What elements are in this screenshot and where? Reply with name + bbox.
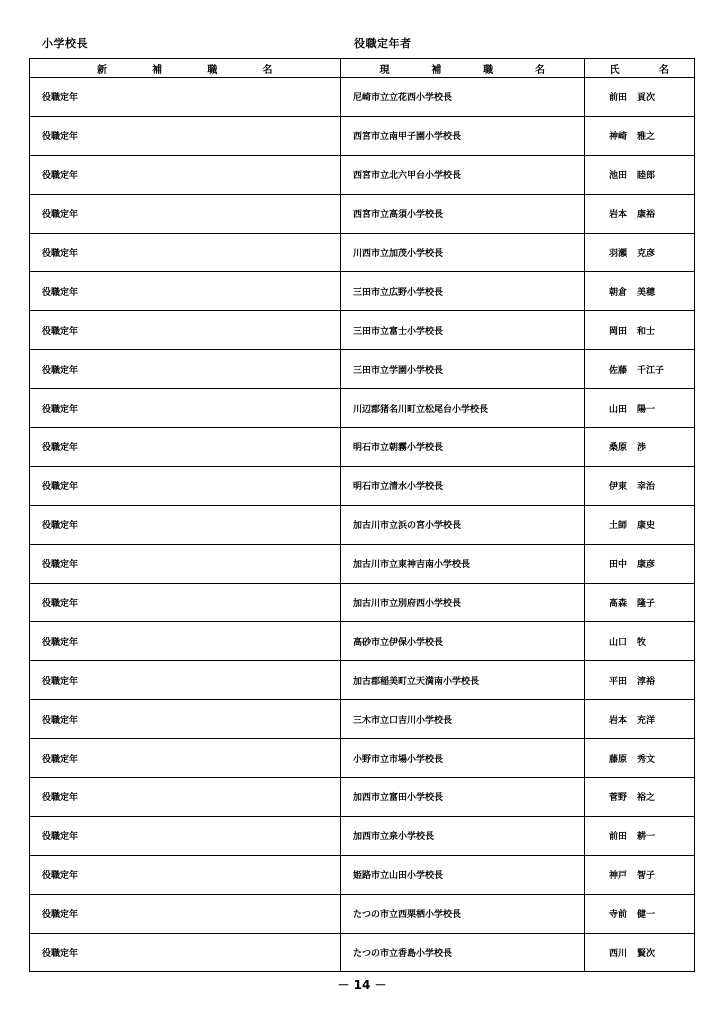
family-name: 池田 xyxy=(609,171,628,182)
current-post-cell: 川西市立加茂小学校長 xyxy=(341,233,585,272)
table-row xyxy=(30,816,695,855)
new-post-cell: 役職定年 xyxy=(30,311,341,350)
header-new-post xyxy=(30,59,341,78)
name-cell xyxy=(585,544,695,583)
new-post-cell: 役職定年 xyxy=(30,544,341,583)
person-name xyxy=(609,907,655,920)
current-post-cell: 加古川市立別府西小学校長 xyxy=(341,583,585,622)
family-name: 髙森 xyxy=(609,599,628,610)
right-heading: 役職定年者 xyxy=(354,37,412,50)
current-post-cell: 西宮市立北六甲台小学校長 xyxy=(341,155,585,194)
given-name: 幸治 xyxy=(637,482,656,493)
new-post-cell: 役職定年 xyxy=(30,272,341,311)
new-post-cell: 役職定年 xyxy=(30,622,341,661)
header-name xyxy=(585,59,695,78)
family-name: 神崎 xyxy=(609,132,628,143)
person-name xyxy=(609,596,655,609)
family-name: 神戸 xyxy=(609,871,628,882)
table-row xyxy=(30,505,695,544)
name-cell xyxy=(585,583,695,622)
given-name: 賢次 xyxy=(637,949,656,960)
family-name: 寺前 xyxy=(609,910,628,921)
family-name: 山口 xyxy=(609,637,628,648)
name-cell xyxy=(585,155,695,194)
person-name xyxy=(609,324,655,337)
name-cell xyxy=(585,350,695,389)
table-header-row xyxy=(30,59,695,78)
table-row xyxy=(30,311,695,350)
current-post-cell: 加古川市立浜の宮小学校長 xyxy=(341,505,585,544)
family-name: 岡田 xyxy=(609,326,628,337)
new-post-cell: 役職定年 xyxy=(30,816,341,855)
name-cell xyxy=(585,116,695,155)
family-name: 佐藤 xyxy=(609,365,628,376)
new-post-cell: 役職定年 xyxy=(30,155,341,194)
header-char: 補 xyxy=(152,64,163,76)
new-post-cell: 役職定年 xyxy=(30,894,341,933)
current-post-cell: 加西市立富田小学校長 xyxy=(341,778,585,817)
person-name xyxy=(609,363,664,376)
header-current-post xyxy=(341,59,585,78)
table-row xyxy=(30,622,695,661)
family-name: 平田 xyxy=(609,676,628,687)
family-name: 田中 xyxy=(609,560,628,571)
given-name: 牧 xyxy=(637,637,647,648)
table-row xyxy=(30,933,695,972)
person-name xyxy=(609,246,655,259)
name-cell xyxy=(585,428,695,467)
person-name xyxy=(609,946,655,959)
new-post-cell: 役職定年 xyxy=(30,505,341,544)
current-post-cell: 加古川市立東神吉南小学校長 xyxy=(341,544,585,583)
family-name: 前田 xyxy=(609,93,628,104)
name-cell xyxy=(585,739,695,778)
new-post-cell: 役職定年 xyxy=(30,233,341,272)
table-row xyxy=(30,583,695,622)
name-cell xyxy=(585,661,695,700)
name-cell xyxy=(585,778,695,817)
name-cell xyxy=(585,933,695,972)
given-name: 克彦 xyxy=(637,249,656,259)
name-cell xyxy=(585,622,695,661)
name-cell xyxy=(585,311,695,350)
table-row xyxy=(30,739,695,778)
person-name xyxy=(609,479,655,492)
current-post-cell: 三田市立富士小学校長 xyxy=(341,311,585,350)
person-name xyxy=(609,557,655,570)
new-post-cell: 役職定年 xyxy=(30,583,341,622)
current-post-cell: 加古郡稲美町立天満南小学校長 xyxy=(341,661,585,700)
given-name: 美穂 xyxy=(637,287,656,298)
given-name: 健一 xyxy=(637,910,656,921)
given-name: 康裕 xyxy=(637,210,656,221)
header-char: 補 xyxy=(431,64,442,76)
header-char: 現 xyxy=(379,64,390,76)
given-name: 智子 xyxy=(637,871,656,882)
header-char: 名 xyxy=(262,64,273,76)
name-cell xyxy=(585,194,695,233)
new-post-cell: 役職定年 xyxy=(30,350,341,389)
family-name: 羽瀬 xyxy=(609,249,628,259)
family-name: 伊東 xyxy=(609,482,628,493)
given-name: 雅之 xyxy=(637,132,656,143)
family-name: 前田 xyxy=(609,832,628,843)
header-char: 職 xyxy=(483,64,494,76)
person-name xyxy=(609,90,655,103)
given-name: 睦郎 xyxy=(637,171,656,182)
current-post-cell: たつの市立香島小学校長 xyxy=(341,933,585,972)
table-row xyxy=(30,428,695,467)
table-row xyxy=(30,233,695,272)
new-post-cell: 役職定年 xyxy=(30,933,341,972)
given-name: 康彦 xyxy=(637,560,656,571)
table-row xyxy=(30,78,695,117)
family-name: 藤原 xyxy=(609,754,628,765)
table-row xyxy=(30,700,695,739)
table-row xyxy=(30,272,695,311)
current-post-cell: 明石市立清水小学校長 xyxy=(341,466,585,505)
name-cell xyxy=(585,272,695,311)
person-name xyxy=(609,518,655,531)
table-row xyxy=(30,544,695,583)
family-name: 西川 xyxy=(609,949,628,960)
header-char: 名 xyxy=(534,64,546,76)
new-post-cell: 役職定年 xyxy=(30,194,341,233)
table-row xyxy=(30,350,695,389)
table-row xyxy=(30,194,695,233)
name-cell xyxy=(585,78,695,117)
given-name: 充洋 xyxy=(637,715,656,726)
current-post-cell: 三田市立広野小学校長 xyxy=(341,272,585,311)
family-name: 岩本 xyxy=(609,210,628,221)
given-name: 和士 xyxy=(637,326,656,337)
family-name: 岩本 xyxy=(609,715,628,726)
name-cell xyxy=(585,233,695,272)
current-post-cell: 明石市立朝霧小学校長 xyxy=(341,428,585,467)
current-post-cell: 西宮市立南甲子園小学校長 xyxy=(341,116,585,155)
current-post-cell: 川辺郡猪名川町立松尾台小学校長 xyxy=(341,389,585,428)
given-name: 秀文 xyxy=(637,754,656,765)
family-name: 桑原 xyxy=(609,443,628,454)
given-name: 耕一 xyxy=(637,832,656,843)
page-number: － 14 － xyxy=(337,978,387,992)
person-name xyxy=(609,168,655,181)
person-name xyxy=(609,674,655,687)
header-char: 職 xyxy=(207,64,218,76)
person-name xyxy=(609,129,655,142)
person-name xyxy=(609,635,646,648)
name-cell xyxy=(585,505,695,544)
current-post-cell: 姫路市立山田小学校長 xyxy=(341,855,585,894)
current-post-cell: たつの市立西栗栖小学校長 xyxy=(341,894,585,933)
table-row xyxy=(30,661,695,700)
table-row xyxy=(30,389,695,428)
new-post-cell: 役職定年 xyxy=(30,855,341,894)
table-row xyxy=(30,466,695,505)
new-post-cell: 役職定年 xyxy=(30,78,341,117)
new-post-cell: 役職定年 xyxy=(30,466,341,505)
given-name: 貢次 xyxy=(637,93,656,104)
name-cell xyxy=(585,855,695,894)
given-name: 千江子 xyxy=(637,365,665,376)
person-name xyxy=(609,713,655,726)
header-char: 氏 xyxy=(609,64,620,76)
retirement-roster-table xyxy=(29,58,695,972)
new-post-cell: 役職定年 xyxy=(30,778,341,817)
name-cell xyxy=(585,466,695,505)
new-post-cell: 役職定年 xyxy=(30,116,341,155)
new-post-cell: 役職定年 xyxy=(30,389,341,428)
family-name: 菅野 xyxy=(609,793,628,804)
left-heading: 小学校長 xyxy=(42,37,88,50)
given-name: 渉 xyxy=(637,443,647,454)
family-name: 朝倉 xyxy=(609,287,628,298)
given-name: 裕之 xyxy=(637,793,656,804)
family-name: 土師 xyxy=(609,521,628,532)
name-cell xyxy=(585,894,695,933)
family-name: 山田 xyxy=(609,404,628,415)
person-name xyxy=(609,402,655,415)
person-name xyxy=(609,752,655,765)
name-cell xyxy=(585,389,695,428)
table-row xyxy=(30,155,695,194)
table-row xyxy=(30,855,695,894)
current-post-cell: 小野市立市場小学校長 xyxy=(341,739,585,778)
person-name xyxy=(609,207,655,220)
new-post-cell: 役職定年 xyxy=(30,661,341,700)
current-post-cell: 三木市立口吉川小学校長 xyxy=(341,700,585,739)
table-body xyxy=(30,78,695,972)
table-row xyxy=(30,116,695,155)
current-post-cell: 三田市立学園小学校長 xyxy=(341,350,585,389)
current-post-cell: 西宮市立高須小学校長 xyxy=(341,194,585,233)
given-name: 淳裕 xyxy=(637,676,656,687)
person-name xyxy=(609,829,655,842)
given-name: 陽一 xyxy=(637,404,656,415)
table-row xyxy=(30,894,695,933)
current-post-cell: 加西市立泉小学校長 xyxy=(341,816,585,855)
header-char: 名 xyxy=(659,64,670,76)
new-post-cell: 役職定年 xyxy=(30,428,341,467)
current-post-cell: 高砂市立伊保小学校長 xyxy=(341,622,585,661)
person-name xyxy=(609,868,655,881)
table-row xyxy=(30,778,695,817)
new-post-cell: 役職定年 xyxy=(30,739,341,778)
given-name: 康史 xyxy=(637,521,656,532)
name-cell xyxy=(585,700,695,739)
given-name: 隆子 xyxy=(637,599,656,610)
person-name xyxy=(609,790,655,803)
new-post-cell: 役職定年 xyxy=(30,700,341,739)
header-char: 新 xyxy=(97,64,108,76)
person-name xyxy=(609,440,646,453)
current-post-cell: 尼崎市立立花西小学校長 xyxy=(341,78,585,117)
name-cell xyxy=(585,816,695,855)
person-name xyxy=(609,285,655,298)
